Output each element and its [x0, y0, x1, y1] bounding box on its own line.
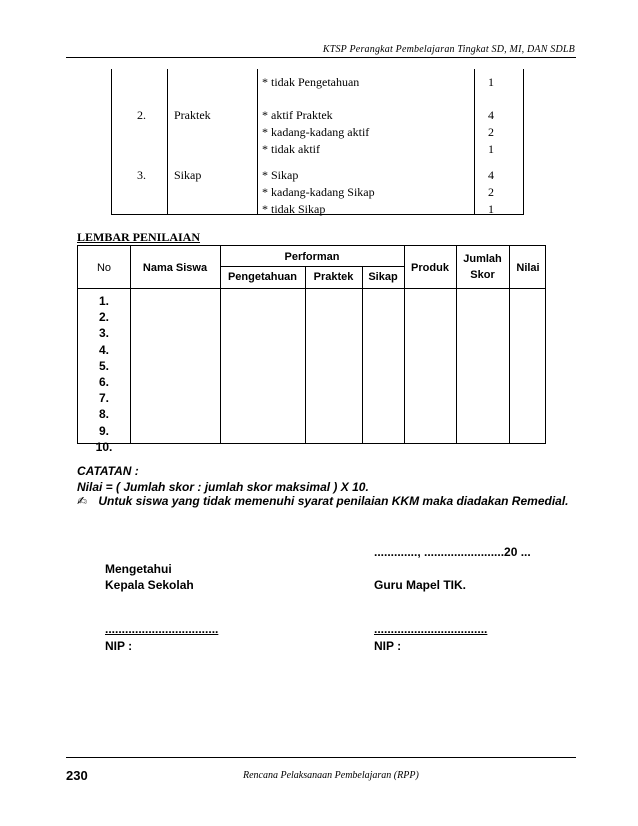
row-number: 5. [98, 358, 109, 373]
header-pengetahuan: Pengetahuan [227, 271, 298, 283]
row-number: 1. [98, 294, 109, 308]
rubric-score: 2 [488, 125, 494, 139]
header-sikap: Sikap [368, 271, 398, 283]
rubric-item: * tidak Sikap [262, 202, 326, 216]
remedial-note-text: Untuk siswa yang tidak memenuhi syarat penilaian KKM maka diadakan Remedial. [98, 494, 569, 508]
rubric-score: 4 [488, 168, 494, 182]
rubric-aspect: Praktek [174, 108, 211, 122]
notes-block [77, 463, 369, 495]
row-divider [220, 266, 404, 267]
rubric-no: 2. [137, 108, 146, 122]
header-no: No [96, 262, 112, 274]
rubric-item: * tidak aktif [262, 142, 320, 156]
row-number-list [78, 293, 130, 455]
row-number: 4. [98, 342, 109, 357]
rubric-score: 2 [488, 185, 494, 199]
row-number: 7. [98, 391, 109, 406]
row-number: 8. [98, 407, 109, 422]
rubric-item: * Sikap [262, 168, 299, 182]
rubric-item: * tidak Pengetahuan [262, 75, 360, 89]
teacher-signature-line: .................................. [374, 622, 488, 636]
column-divider [509, 246, 510, 443]
header-rule [66, 57, 576, 58]
header-performan: Performan [284, 251, 340, 263]
header-praktek: Praktek [313, 271, 354, 283]
column-divider [305, 266, 306, 443]
row-number: 2. [98, 310, 109, 325]
column-divider [130, 246, 131, 443]
principal-title: Kepala Sekolah [105, 578, 194, 592]
remedial-note [77, 494, 569, 508]
acknowledged-label: Mengetahui [105, 562, 172, 576]
section-title: LEMBAR PENILAIAN [77, 230, 201, 244]
assessment-table [77, 245, 546, 454]
rubric-item: * aktif Praktek [262, 108, 333, 122]
principal-signature-line: .................................. [105, 622, 219, 636]
column-divider [404, 246, 405, 443]
rubric-no: 3. [137, 168, 146, 182]
footer-rule [66, 757, 576, 758]
rubric-score: 1 [488, 75, 494, 89]
row-number: 10. [95, 439, 113, 454]
header-skor: Skor [470, 269, 495, 281]
rubric-item: * kadang-kadang aktif [262, 125, 370, 139]
running-footer: Rencana Pelaksanaan Pembelajaran (RPP) [243, 770, 419, 781]
date-line: ............., ........................20 ... [374, 545, 531, 559]
scoring-rubric-table [111, 69, 524, 215]
column-divider [257, 69, 258, 214]
column-divider [167, 69, 168, 214]
teacher-title: Guru Mapel TIK. [374, 578, 467, 592]
column-divider [362, 266, 363, 443]
rubric-item: * kadang-kadang Sikap [262, 185, 375, 199]
header-nilai: Nilai [516, 262, 540, 274]
rubric-aspect: Sikap [174, 168, 202, 182]
score-formula: Nilai = ( Jumlah skor : jumlah skor maksimal ) X 10. [77, 480, 369, 494]
page-number: 230 [66, 768, 88, 783]
column-divider [474, 69, 475, 214]
rubric-score: 1 [488, 202, 494, 216]
header-produk: Produk [411, 262, 449, 274]
teacher-nip: NIP : [374, 639, 402, 653]
row-number: 6. [98, 375, 109, 390]
rubric-score: 1 [488, 142, 494, 156]
running-header: KTSP Perangkat Pembelajaran Tingkat SD, MI, DAN SDLB [322, 44, 575, 55]
principal-nip: NIP : [105, 639, 133, 653]
notes-title: CATATAN : [77, 464, 139, 478]
row-divider [78, 288, 545, 289]
rubric-score: 4 [488, 108, 494, 122]
row-number: 3. [98, 326, 109, 341]
header-nama-siswa: Nama Siswa [142, 262, 208, 274]
header-jumlah: Jumlah [463, 253, 502, 265]
pencil-icon: ✍ [77, 494, 88, 508]
row-number: 9. [98, 423, 109, 438]
